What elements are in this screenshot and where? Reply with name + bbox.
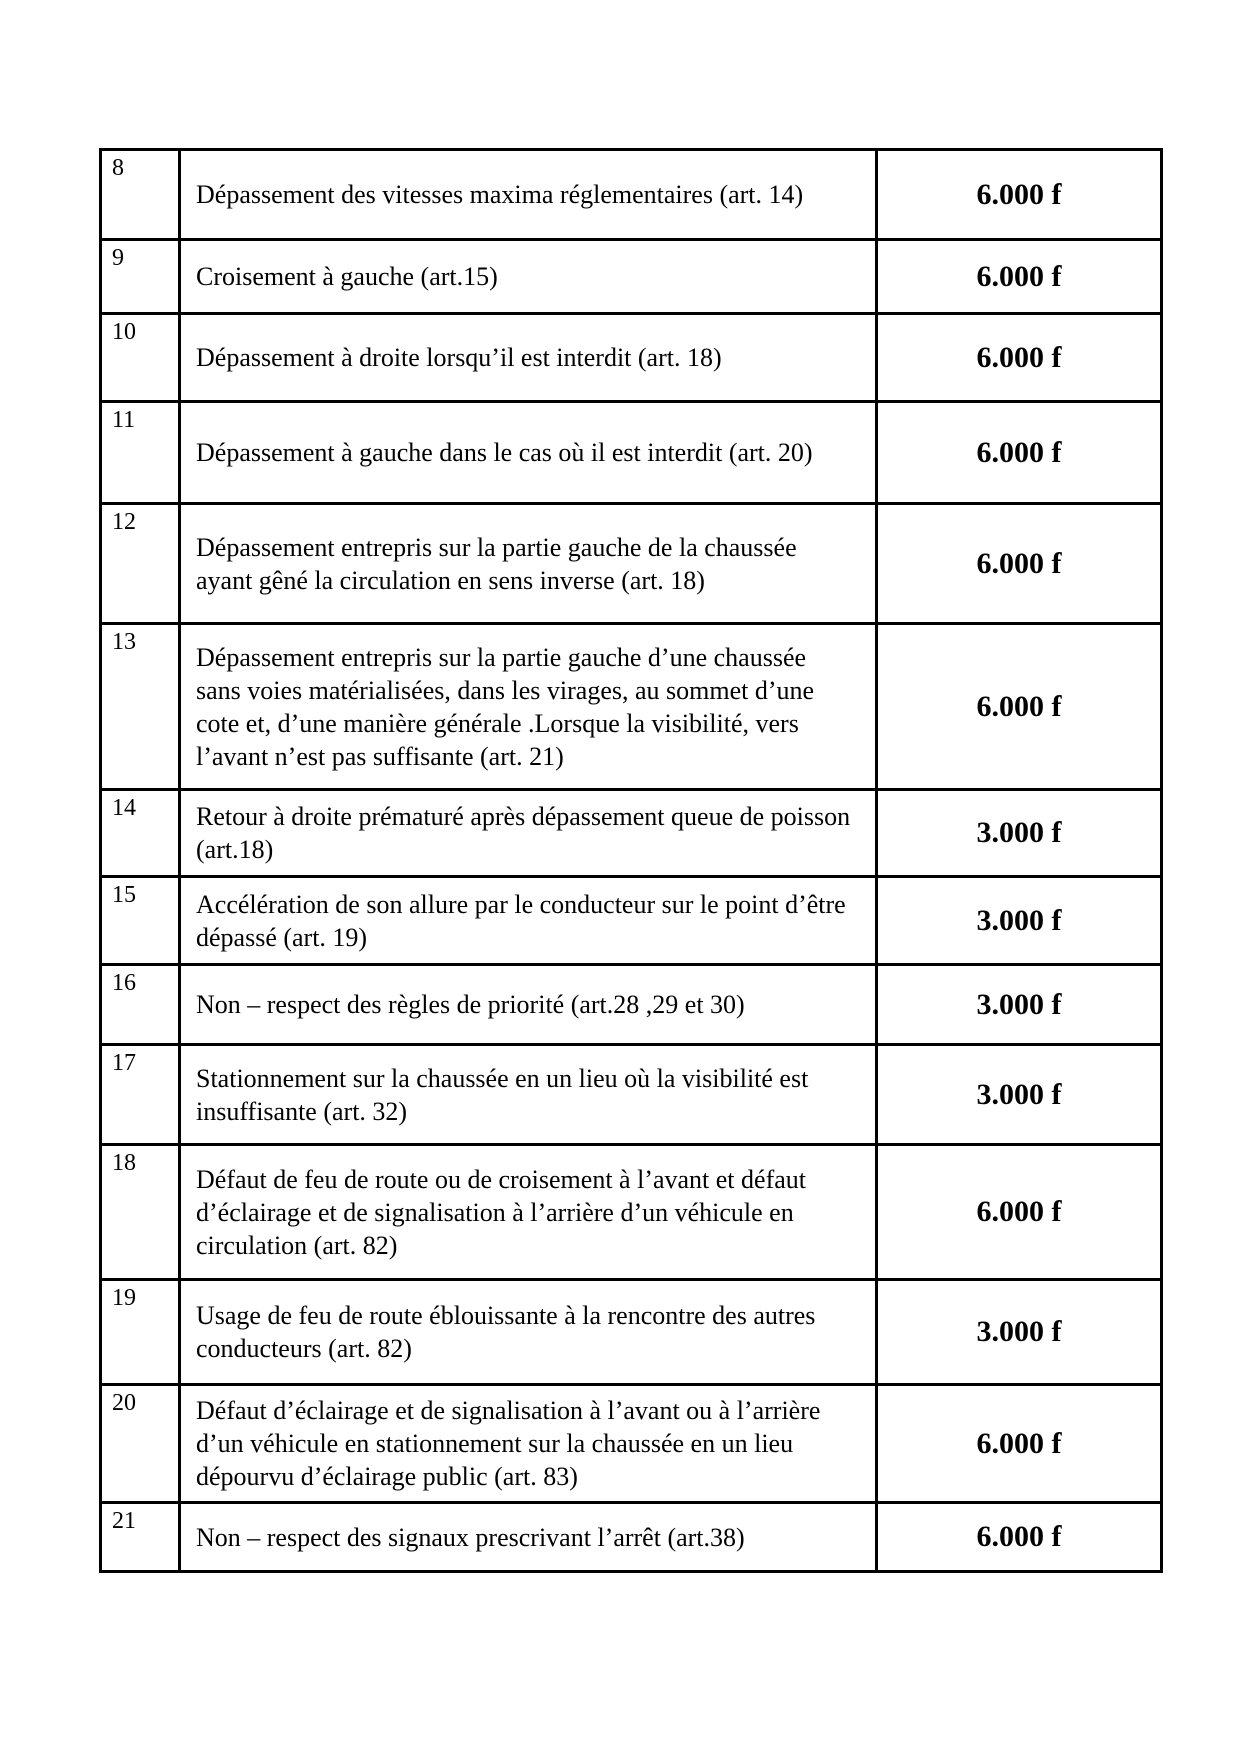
row-amount: 6.000 f xyxy=(877,624,1162,790)
table-row xyxy=(101,1045,1162,1145)
row-amount: 6.000 f xyxy=(877,314,1162,402)
table-row xyxy=(101,877,1162,965)
row-description: Dépassement à gauche dans le cas où il est interdit (art. 20) xyxy=(180,402,877,504)
row-description: Dépassement des vitesses maxima réglementaires (art. 14) xyxy=(180,150,877,240)
row-amount: 3.000 f xyxy=(877,790,1162,877)
row-number: 8 xyxy=(101,150,180,240)
table-row xyxy=(101,965,1162,1045)
table-row xyxy=(101,240,1162,314)
table-row xyxy=(101,1145,1162,1280)
row-amount: 6.000 f xyxy=(877,402,1162,504)
row-amount: 6.000 f xyxy=(877,1503,1162,1572)
row-number: 20 xyxy=(101,1385,180,1503)
row-description: Usage de feu de route éblouissante à la rencontre des autres conducteurs (art. 82) xyxy=(180,1280,877,1385)
row-number: 12 xyxy=(101,504,180,624)
row-description: Défaut d’éclairage et de signalisation à l’avant ou à l’arrière d’un véhicule en stationnement sur la chaussée en un lieu dépourvu d’éclairage public (art. 83) xyxy=(180,1385,877,1503)
row-description: Non – respect des signaux prescrivant l’arrêt (art.38) xyxy=(180,1503,877,1572)
row-amount: 3.000 f xyxy=(877,877,1162,965)
row-amount: 3.000 f xyxy=(877,965,1162,1045)
table-row xyxy=(101,790,1162,877)
table-row xyxy=(101,1280,1162,1385)
row-amount: 6.000 f xyxy=(877,1145,1162,1280)
row-description: Non – respect des règles de priorité (art.28 ,29 et 30) xyxy=(180,965,877,1045)
row-description: Dépassement à droite lorsqu’il est interdit (art. 18) xyxy=(180,314,877,402)
row-description: Croisement à gauche (art.15) xyxy=(180,240,877,314)
row-description: Stationnement sur la chaussée en un lieu où la visibilité est insuffisante (art. 32) xyxy=(180,1045,877,1145)
table-row xyxy=(101,402,1162,504)
row-number: 16 xyxy=(101,965,180,1045)
row-number: 9 xyxy=(101,240,180,314)
row-amount: 6.000 f xyxy=(877,1385,1162,1503)
row-amount: 6.000 f xyxy=(877,240,1162,314)
row-amount: 3.000 f xyxy=(877,1280,1162,1385)
fines-table xyxy=(99,148,1163,1573)
table-row xyxy=(101,150,1162,240)
table-row xyxy=(101,1503,1162,1572)
row-description: Défaut de feu de route ou de croisement à l’avant et défaut d’éclairage et de signalisation à l’arrière d’un véhicule en circulation (art. 82) xyxy=(180,1145,877,1280)
row-number: 13 xyxy=(101,624,180,790)
row-number: 18 xyxy=(101,1145,180,1280)
row-amount: 6.000 f xyxy=(877,504,1162,624)
table-row xyxy=(101,314,1162,402)
row-number: 21 xyxy=(101,1503,180,1572)
row-number: 19 xyxy=(101,1280,180,1385)
row-description: Dépassement entrepris sur la partie gauche d’une chaussée sans voies matérialisées, dans les virages, au sommet d’une cote et, d’une manière générale .Lorsque la visibilité, vers l’avant n’est pas suffisante (art. 21) xyxy=(180,624,877,790)
row-number: 17 xyxy=(101,1045,180,1145)
row-amount: 3.000 f xyxy=(877,1045,1162,1145)
table-row xyxy=(101,1385,1162,1503)
row-number: 11 xyxy=(101,402,180,504)
row-number: 10 xyxy=(101,314,180,402)
row-number: 15 xyxy=(101,877,180,965)
table-row xyxy=(101,504,1162,624)
fines-table-body xyxy=(101,150,1162,1572)
row-description: Dépassement entrepris sur la partie gauche de la chaussée ayant gêné la circulation en sens inverse (art. 18) xyxy=(180,504,877,624)
table-row xyxy=(101,624,1162,790)
row-description: Retour à droite prématuré après dépassement queue de poisson (art.18) xyxy=(180,790,877,877)
row-number: 14 xyxy=(101,790,180,877)
row-amount: 6.000 f xyxy=(877,150,1162,240)
row-description: Accélération de son allure par le conducteur sur le point d’être dépassé (art. 19) xyxy=(180,877,877,965)
